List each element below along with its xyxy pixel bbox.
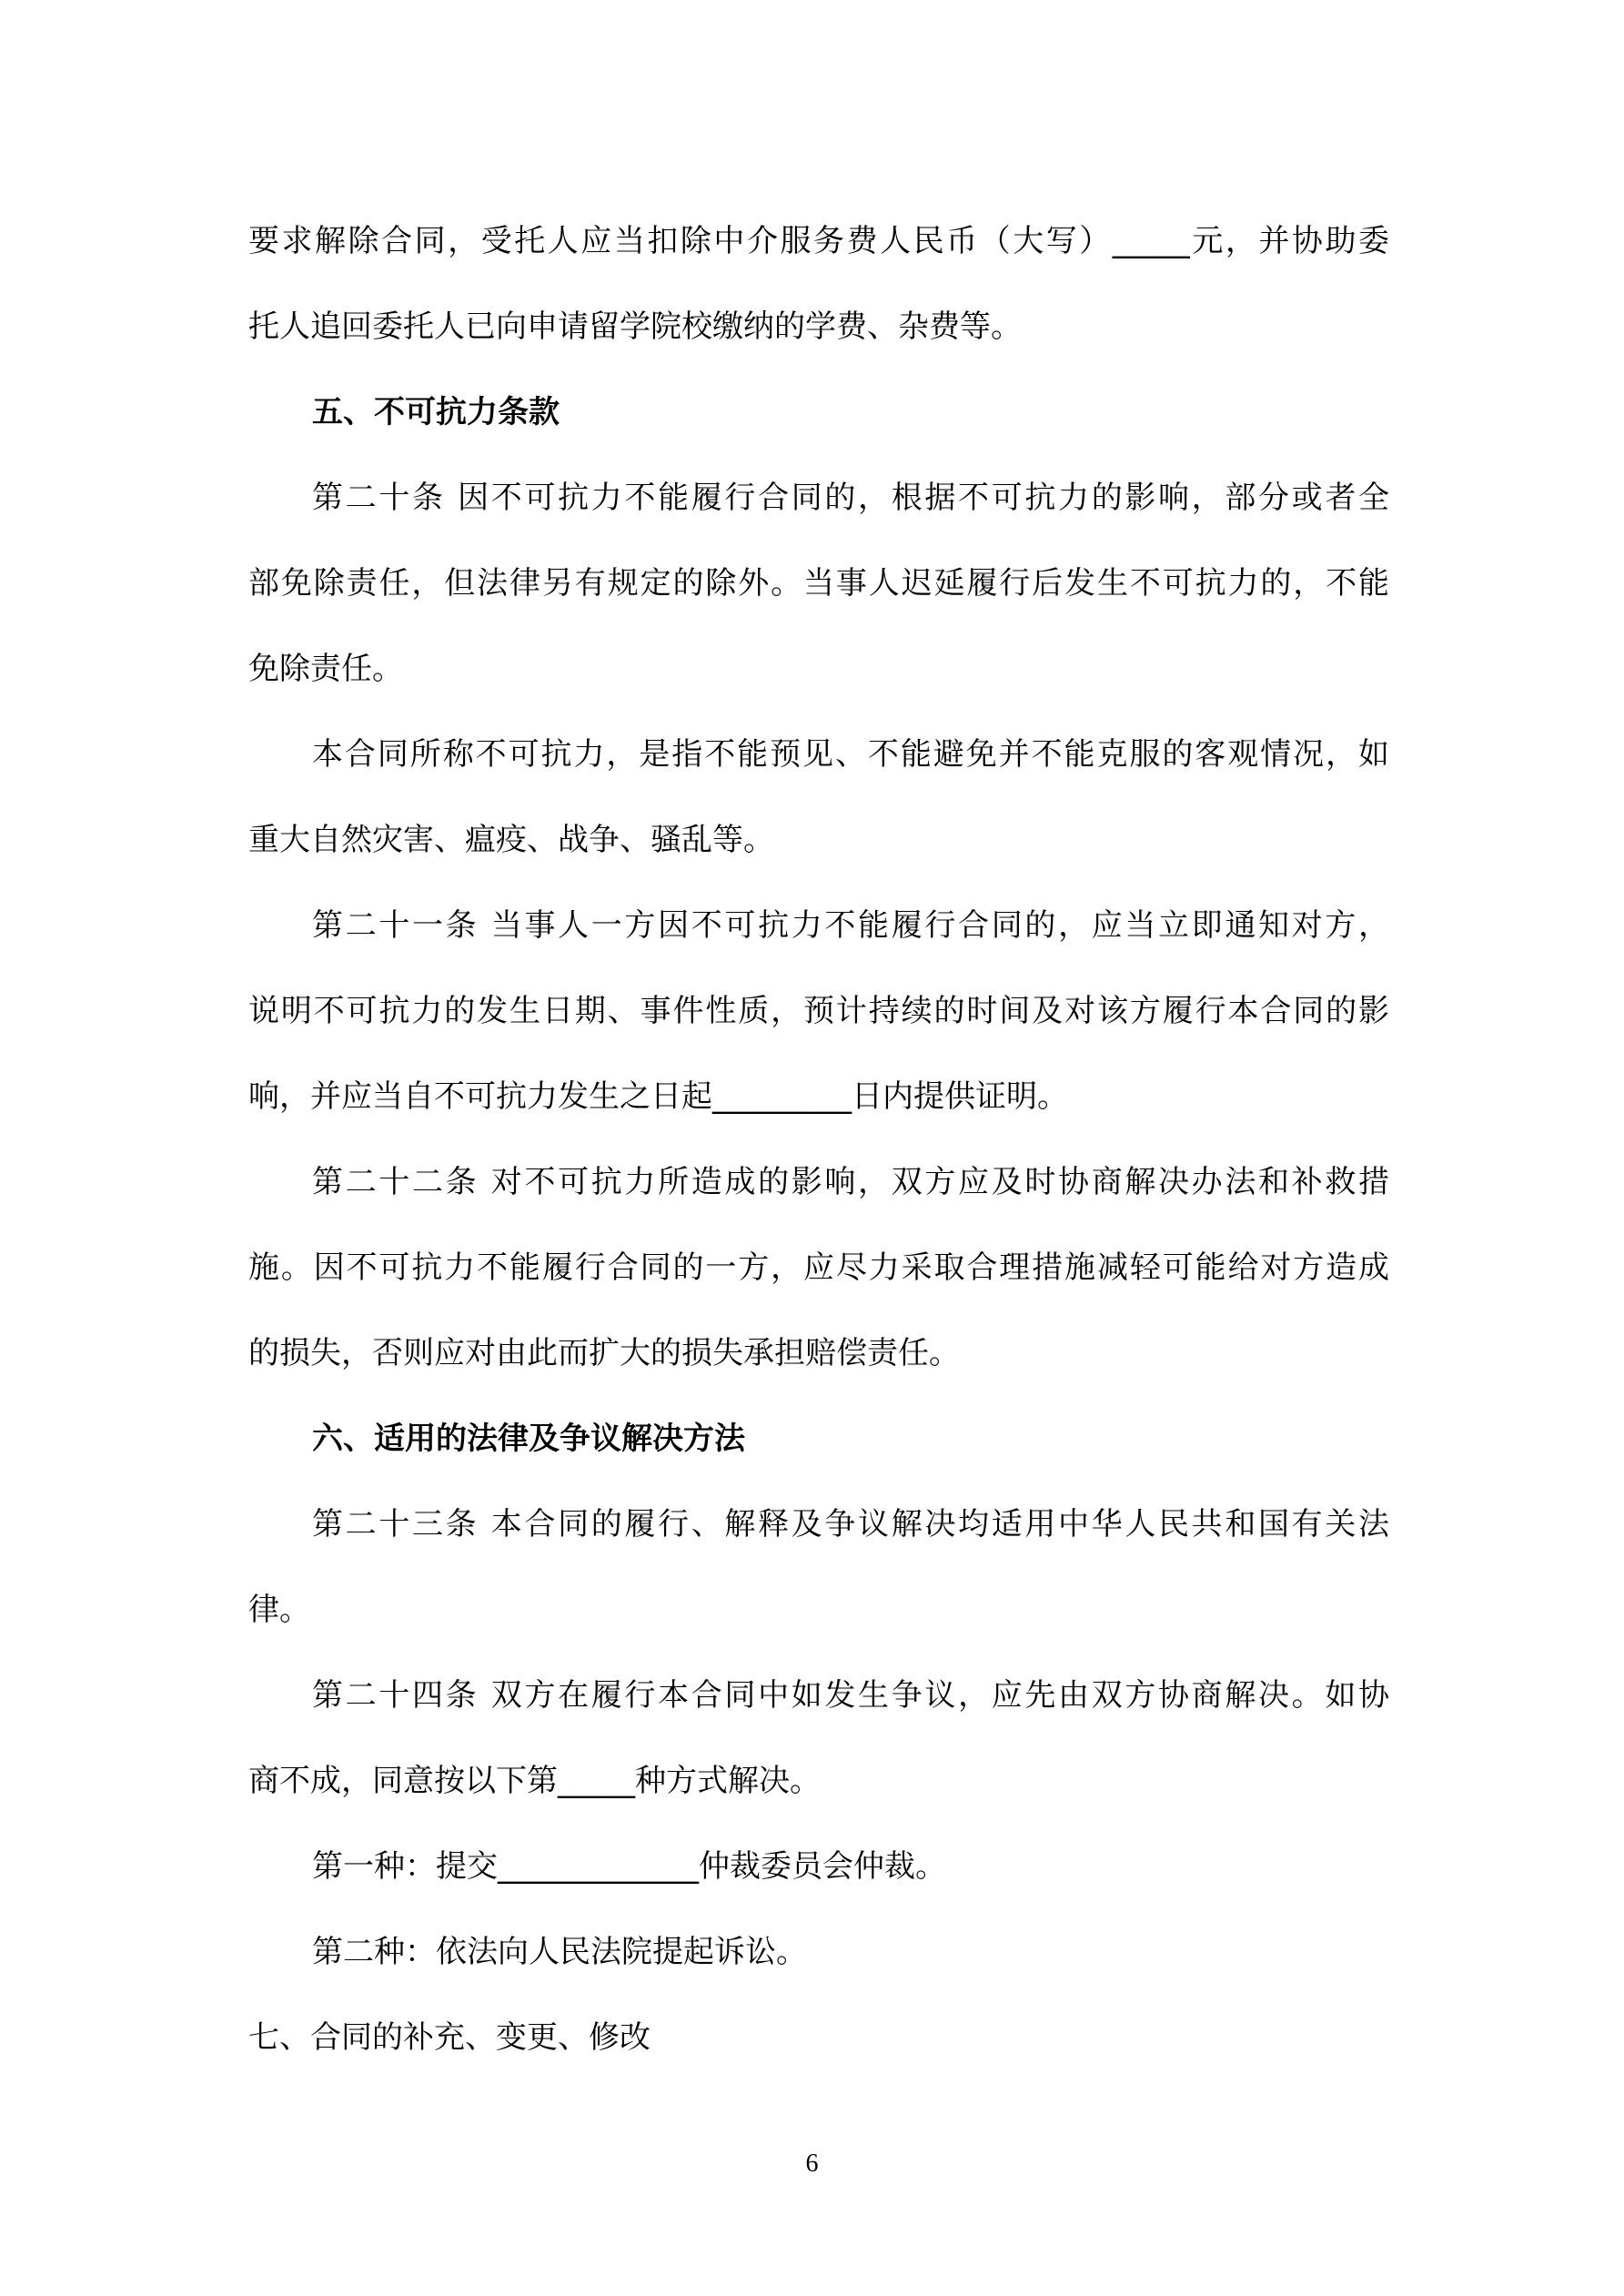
document-body [248,198,1389,2080]
text-line: 第二十二条 对不可抗力所造成的影响，双方应及时协商解决办法和补救措 [312,1164,1389,1200]
text-line: 第一种：提交_____________仲裁委员会仲裁。 [312,1848,946,1885]
text-line: 第二十条 因不可抗力不能履行合同的，根据不可抗力的影响，部分或者全 [312,480,1389,516]
text-line: 部免除责任，但法律另有规定的除外。当事人迟延履行后发生不可抗力的，不能 [248,565,1389,602]
text-line: 七、合同的补充、变更、修改 [248,2019,651,2056]
text-line: 重大自然灾害、瘟疫、战争、骚乱等。 [248,822,774,858]
text-line: 律。 [248,1592,310,1628]
page-number: 6 [805,2149,819,2178]
text-line: 说明不可抗力的发生日期、事件性质，预计持续的时间及对该方履行本合同的影 [248,993,1389,1029]
text-line: 第二十一条 当事人一方因不可抗力不能履行合同的，应当立即通知对方， [312,907,1389,944]
text-line: 第二十四条 双方在履行本合同中如发生争议，应先由双方协商解决。如协 [312,1677,1389,1714]
section-heading: 五、不可抗力条款 [312,394,560,430]
text-line: 免除责任。 [248,651,403,687]
text-line: 施。因不可抗力不能履行合同的一方，应尽力采取合理措施减轻可能给对方造成 [248,1249,1389,1286]
text-line: 响，并应当自不可抗力发生之日起_________日内提供证明。 [248,1078,1068,1115]
text-line: 商不成，同意按以下第_____种方式解决。 [248,1763,821,1799]
text-line: 第二十三条 本合同的履行、解释及争议解决均适用中华人民共和国有关法 [312,1506,1389,1542]
text-line: 托人追回委托人已向申请留学院校缴纳的学费、杂费等。 [248,308,1022,345]
text-line: 本合同所称不可抗力，是指不能预见、不能避免并不能克服的客观情况，如 [312,736,1389,773]
text-line: 要求解除合同，受托人应当扣除中介服务费人民币（大写）_____元，并协助委 [248,223,1389,259]
text-line: 第二种：依法向人民法院提起诉讼。 [312,1934,807,1970]
section-heading: 六、适用的法律及争议解决方法 [312,1421,745,1457]
text-line: 的损失，否则应对由此而扩大的损失承担赔偿责任。 [248,1335,960,1371]
